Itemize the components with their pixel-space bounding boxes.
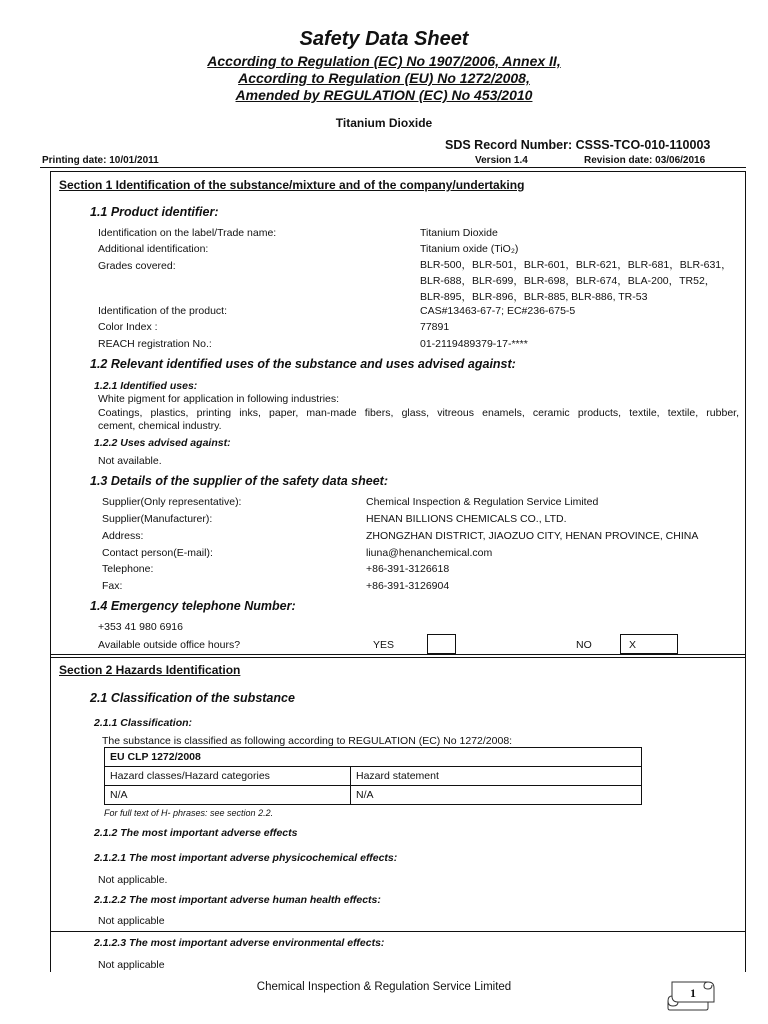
no-checkbox xyxy=(620,634,678,654)
section-divider xyxy=(50,654,746,655)
s11-label: Color Index : xyxy=(98,321,158,333)
version: Version 1.4 xyxy=(475,155,528,166)
frame-right xyxy=(745,171,746,972)
s13-label: Supplier(Manufacturer): xyxy=(102,513,213,525)
s13-value: liuna@henanchemical.com xyxy=(366,547,493,559)
page-number: 1 xyxy=(690,986,696,1000)
s11-value: CAS#13463-67-7; EC#236-675-5 xyxy=(420,305,576,317)
s122-heading: 1.2.2 Uses advised against: xyxy=(94,437,231,449)
header-rule xyxy=(40,167,746,168)
s13-label: Fax: xyxy=(102,580,123,592)
revision-date: Revision date: 03/06/2016 xyxy=(584,155,706,166)
s11-value: BLR-688，BLR-699，BLR-698，BLR-674，BLA-200，TR52， xyxy=(420,275,716,287)
s11-label: Identification of the product: xyxy=(98,305,227,317)
clp-header-classes: Hazard classes/Hazard categories xyxy=(105,767,351,786)
s211-heading: 2.1.1 Classification: xyxy=(94,717,193,729)
table-row xyxy=(105,748,642,767)
s13-label: Address: xyxy=(102,530,144,542)
frame-top xyxy=(50,171,746,172)
page-number-scroll-icon xyxy=(664,976,716,1012)
clp-table-caption: EU CLP 1272/2008 xyxy=(105,748,642,767)
s11-heading: 1.1 Product identifier: xyxy=(90,205,219,219)
document-title: Safety Data Sheet xyxy=(299,28,469,50)
s2121-heading: 2.1.2.1 The most important adverse physicochemical effects: xyxy=(94,852,398,864)
clp-cell: N/A xyxy=(105,786,351,805)
section1-title: Section 1 Identification of the substance/mixture and of the company/undertaking xyxy=(59,178,525,192)
no-checkbox-value: X xyxy=(629,639,637,651)
s13-value: Chemical Inspection & Regulation Service Limited xyxy=(366,496,599,508)
clp-table xyxy=(104,747,642,805)
s13-label: Contact person(E-mail): xyxy=(102,547,213,559)
s211-text: The substance is classified as following according to REGULATION (EC) No 1272/2008: xyxy=(102,735,513,747)
s21-heading: 2.1 Classification of the substance xyxy=(90,691,295,705)
s11-value: 77891 xyxy=(420,321,450,333)
emergency-phone: +353 41 980 6916 xyxy=(98,621,183,633)
s13-value: +86-391-3126618 xyxy=(366,563,450,575)
yes-label: YES xyxy=(373,639,395,651)
s212-heading: 2.1.2 The most important adverse effects xyxy=(94,827,298,839)
s121-line3: cement, chemical industry. xyxy=(98,420,222,432)
sds-record-number: SDS Record Number: CSSS-TCO-010-110003 xyxy=(445,138,711,152)
s2122-text: Not applicable xyxy=(98,915,165,927)
s12-heading: 1.2 Relevant identified uses of the substance and uses advised against: xyxy=(90,357,516,371)
s13-heading: 1.3 Details of the supplier of the safety data sheet: xyxy=(90,474,388,488)
s11-label: REACH registration No.: xyxy=(98,338,212,350)
s14-heading: 1.4 Emergency telephone Number: xyxy=(90,599,296,613)
s13-label: Telephone: xyxy=(102,563,154,575)
s11-value: Titanium oxide (TiO₂) xyxy=(420,243,519,255)
s122-text: Not available. xyxy=(98,455,162,467)
s13-value: HENAN BILLIONS CHEMICALS CO., LTD. xyxy=(366,513,567,525)
s13-label: Supplier(Only representative): xyxy=(102,496,242,508)
s11-value: 01-2119489379-17-**** xyxy=(420,338,528,350)
s11-label: Grades covered: xyxy=(98,260,176,272)
s2123-heading: 2.1.2.3 The most important adverse environmental effects: xyxy=(94,937,385,949)
section-divider-2 xyxy=(50,657,746,658)
outside-hours-label: Available outside office hours? xyxy=(98,639,241,651)
s2123-text: Not applicable xyxy=(98,959,165,971)
s11-value: BLR-895，BLR-896，BLR-885, BLR-886, TR-53 xyxy=(420,291,648,303)
s2121-text: Not applicable. xyxy=(98,874,168,886)
clp-cell: N/A xyxy=(351,786,642,805)
s11-value: Titanium Dioxide xyxy=(420,227,498,239)
no-label: NO xyxy=(576,639,592,651)
table-note: For full text of H- phrases: see section 2.2. xyxy=(104,808,274,818)
s11-label: Additional identification: xyxy=(98,243,209,255)
table-row xyxy=(105,786,642,805)
s121-line2: Coatings, plastics, printing inks, paper, man-made fibers, glass, vitreous enamels, ceramic products, textile, textile, rubber, xyxy=(98,407,739,419)
section2-title: Section 2 Hazards Identification xyxy=(59,663,241,677)
s2122-heading: 2.1.2.2 The most important adverse human health effects: xyxy=(94,894,381,906)
clp-header-statement: Hazard statement xyxy=(351,767,642,786)
s121-heading: 1.2.1 Identified uses: xyxy=(94,380,198,392)
s13-value: +86-391-3126904 xyxy=(366,580,450,592)
s11-label: Identification on the label/Trade name: xyxy=(98,227,277,239)
table-row xyxy=(105,767,642,786)
page-break-line xyxy=(50,931,746,932)
s11-value: BLR-500，BLR-501，BLR-601，BLR-621，BLR-681，BLR-631， xyxy=(420,259,732,271)
s13-value: ZHONGZHAN DISTRICT, JIAOZUO CITY, HENAN PROVINCE, CHINA xyxy=(366,530,699,542)
s121-line1: White pigment for application in following industries: xyxy=(98,393,340,405)
printing-date: Printing date: 10/01/2011 xyxy=(42,155,159,166)
yes-checkbox xyxy=(427,634,456,654)
regulation-line-3: Amended by REGULATION (EC) No 453/2010 xyxy=(235,87,533,103)
product-name: Titanium Dioxide xyxy=(335,116,433,130)
regulation-line-1: According to Regulation (EC) No 1907/2006, Annex II, xyxy=(207,53,561,69)
footer-company: Chemical Inspection & Regulation Service Limited xyxy=(256,981,512,993)
regulation-line-2: According to Regulation (EU) No 1272/2008, xyxy=(238,70,530,86)
frame-left xyxy=(50,171,51,972)
